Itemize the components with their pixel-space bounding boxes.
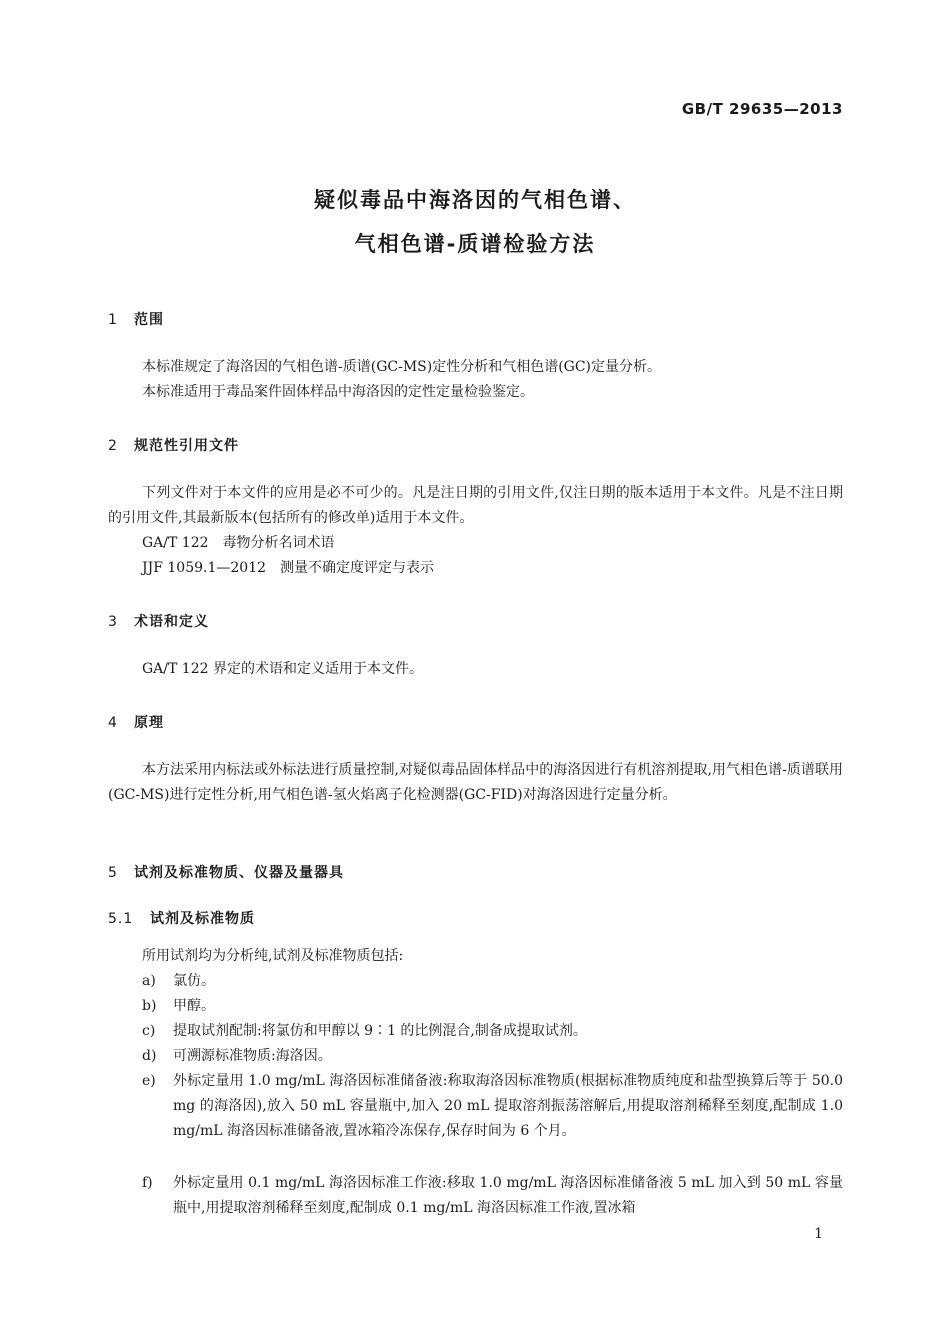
section-3-paragraph-1: GA/T 122 界定的术语和定义适用于本文件。 bbox=[142, 661, 423, 677]
section-2-number: 2 bbox=[108, 438, 118, 454]
section-2-heading bbox=[108, 435, 239, 455]
list-marker: f) bbox=[142, 1175, 153, 1191]
section-1-title: 范围 bbox=[134, 312, 164, 328]
section-5-1-intro: 所用试剂均为分析纯,试剂及标准物质包括: bbox=[142, 948, 404, 964]
section-1-paragraph-1: 本标准规定了海洛因的气相色谱-质谱(GC-MS)定性分析和气相色谱(GC)定量分析。 bbox=[142, 359, 662, 375]
section-5-number: 5 bbox=[108, 865, 118, 881]
section-2-paragraph-1: 下列文件对于本文件的应用是必不可少的。凡是注日期的引用文件,仅注日期的版本适用于本文件。凡是不注日期的引用文件,其最新版本(包括所有的修改单)适用于本文件。 bbox=[108, 485, 843, 526]
section-1-heading bbox=[108, 309, 164, 329]
section-3-heading bbox=[108, 611, 209, 631]
list-item-text: 外标定量用 1.0 mg/mL 海洛因标准储备液:称取海洛因标准物质(根据标准物质纯度和盐型换算后等于 50.0 mg 的海洛因),放入 50 mL 容量瓶中,加入 20 mL 提取溶剂振荡溶解后,用提取溶剂稀释至刻度,配制成 1.0 mg/mL 海洛因标准储备液,置冰箱冷冻保存,保存时间为 6 个月。 bbox=[173, 1073, 843, 1139]
list-marker: c) bbox=[142, 1023, 156, 1039]
section-2-title: 规范性引用文件 bbox=[134, 438, 239, 454]
document-title-line1: 疑似毒品中海洛因的气相色谱、 bbox=[314, 188, 636, 212]
list-item-text: 外标定量用 0.1 mg/mL 海洛因标准工作液:移取 1.0 mg/mL 海洛因标准储备液 5 mL 加入到 50 mL 容量瓶中,用提取溶剂稀释至刻度,配制成 0.1 mg/mL 海洛因标准工作液,置冰箱 bbox=[173, 1175, 843, 1216]
section-5-1-heading bbox=[108, 908, 255, 928]
list-item-c bbox=[142, 1019, 843, 1044]
list-marker: d) bbox=[142, 1048, 157, 1064]
standard-number: GB/T 29635—2013 bbox=[681, 100, 843, 118]
section-1-number: 1 bbox=[108, 312, 118, 328]
list-marker: b) bbox=[142, 998, 157, 1014]
section-5-1-number: 5.1 bbox=[108, 911, 134, 927]
list-item-e bbox=[142, 1069, 843, 1144]
section-4-heading bbox=[108, 712, 164, 732]
section-3-number: 3 bbox=[108, 614, 118, 630]
section-3-title: 术语和定义 bbox=[134, 614, 209, 630]
section-4-title: 原理 bbox=[134, 715, 164, 731]
list-item-b bbox=[142, 994, 843, 1019]
list-item-text: 可溯源标准物质:海洛因。 bbox=[173, 1048, 332, 1064]
document-title-line2: 气相色谱-质谱检验方法 bbox=[354, 232, 596, 256]
list-item-text: 提取试剂配制:将氯仿和甲醇以 9∶1 的比例混合,制备成提取试剂。 bbox=[173, 1023, 587, 1039]
section-4-paragraph-1: 本方法采用内标法或外标法进行质量控制,对疑似毒品固体样品中的海洛因进行有机溶剂提取,用气相色谱-质谱联用(GC-MS)进行定性分析,用气相色谱-氢火焰离子化检测器(GC-FID)对海洛因进行定量分析。 bbox=[108, 762, 843, 803]
list-item-text: 氯仿。 bbox=[173, 973, 215, 989]
list-item-text: 甲醇。 bbox=[173, 998, 215, 1014]
section-5-title: 试剂及标准物质、仪器及量器具 bbox=[134, 865, 344, 881]
list-item-d bbox=[142, 1044, 843, 1069]
list-item-a bbox=[142, 969, 843, 994]
reference-ga-t-122: GA/T 122 毒物分析名词术语 bbox=[142, 535, 335, 551]
section-4-number: 4 bbox=[108, 715, 118, 731]
section-5-heading bbox=[108, 862, 344, 882]
reference-jjf-1059: JJF 1059.1—2012 测量不确定度评定与表示 bbox=[142, 560, 435, 576]
page-number: 1 bbox=[814, 1226, 823, 1242]
list-item-f bbox=[142, 1171, 843, 1221]
section-5-1-title: 试剂及标准物质 bbox=[150, 911, 255, 927]
list-marker: e) bbox=[142, 1073, 156, 1089]
section-1-paragraph-2: 本标准适用于毒品案件固体样品中海洛因的定性定量检验鉴定。 bbox=[142, 384, 534, 400]
list-marker: a) bbox=[142, 973, 156, 989]
